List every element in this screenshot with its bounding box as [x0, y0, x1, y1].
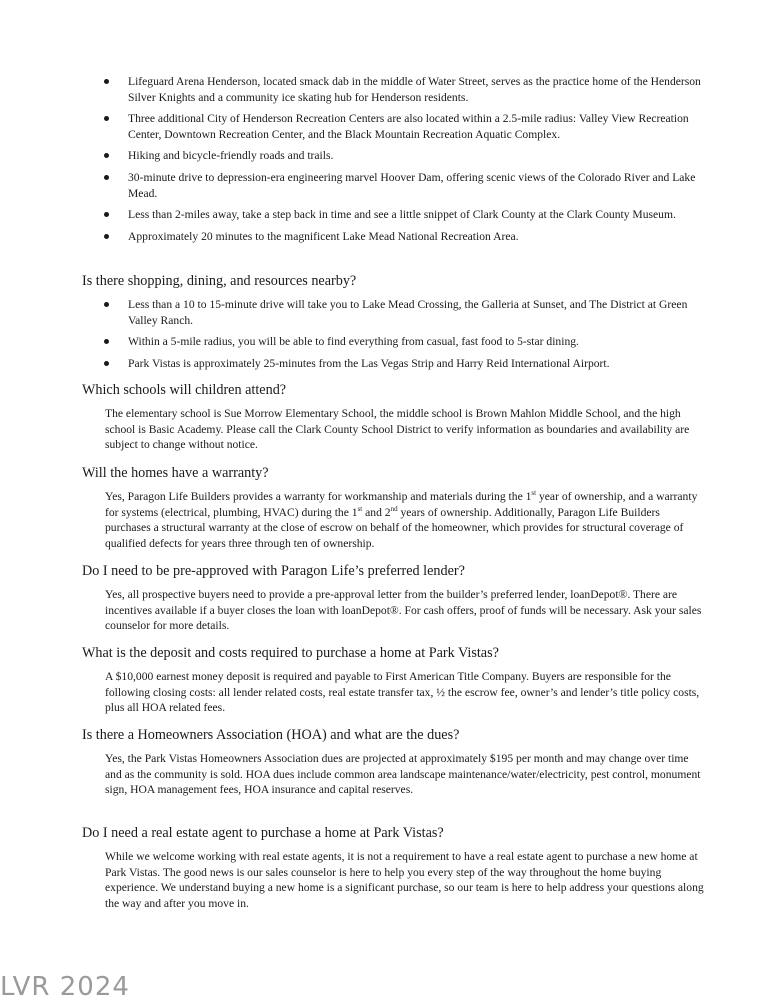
amenities-list-wrap	[82, 74, 779, 250]
amenities-list	[82, 74, 779, 244]
warranty-answer: Yes, Paragon Life Builders provides a warranty for workmanship and materials during the 1st year of ownership, and a warranty for systems (electrical, plumbing, HVAC) during the 1st and 2nd years of ownership. Additionally, Paragon Life Builders purchases a structural warranty at the close of escrow on behalf of the homeowner, which provides for structural coverage of qualified defects for years three through ten of ownership.	[105, 489, 698, 550]
bullet-icon	[104, 234, 109, 239]
bullet-icon	[104, 175, 109, 180]
preapproval-answer: Yes, all prospective buyers need to provide a pre-approval letter from the builder’s preferred lender, loanDepot®. There are incentives available if a buyer closes the loan with loanDepot®. For cash offers, proof of funds will be necessary. Ask your sales counselor for more details.	[105, 588, 702, 633]
bullet-icon	[104, 361, 109, 366]
shopping-question: Is there shopping, dining, and resources nearby?	[82, 273, 357, 289]
list-item: Park Vistas is approximately 25-minutes from the Las Vegas Strip and Harry Reid International Airport.	[82, 356, 779, 372]
list-item: Within a 5-mile radius, you will be able to find everything from casual, fast food to 5-star dining.	[82, 334, 779, 350]
preapproval-question: Do I need to be pre-approved with Paragon Life’s preferred lender?	[82, 563, 465, 579]
bullet-icon	[104, 79, 109, 84]
schools-question: Which schools will children attend?	[82, 382, 287, 398]
list-item: Lifeguard Arena Henderson, located smack dab in the middle of Water Street, serves as the practice home of the Henderson Silver Knights and a community ice skating hub for Henderson residents.	[82, 74, 779, 105]
warranty-question: Will the homes have a warranty?	[82, 465, 269, 481]
list-item: Approximately 20 minutes to the magnificent Lake Mead National Recreation Area.	[82, 229, 779, 245]
list-item: Three additional City of Henderson Recreation Centers are also located within a 2.5-mile radius: Valley View Recreation Center, Downtown Recreation Center, and the Black Mountain Recreation Aquatic Complex.	[82, 111, 779, 142]
shopping-list	[82, 297, 779, 371]
bullet-icon	[104, 116, 109, 121]
shopping-list-wrap	[82, 297, 779, 377]
list-item: 30-minute drive to depression-era engineering marvel Hoover Dam, offering scenic views of the Colorado River and Lake Mead.	[82, 170, 779, 201]
list-item: Less than 2-miles away, take a step back in time and see a little snippet of Clark County at the Clark County Museum.	[82, 207, 779, 223]
list-item: Less than a 10 to 15-minute drive will take you to Lake Mead Crossing, the Galleria at Sunset, and The District at Green Valley Ranch.	[82, 297, 779, 328]
bullet-icon	[104, 302, 109, 307]
bullet-icon	[104, 339, 109, 344]
schools-answer: The elementary school is Sue Morrow Elementary School, the middle school is Brown Mahlon Middle School, and the high school is Basic Academy. Please call the Clark County School District to verify information as boundaries and availability are subject to change without notice.	[105, 407, 690, 452]
hoa-answer: Yes, the Park Vistas Homeowners Association dues are projected at approximately $195 per month and may change over time and as the community is sold. HOA dues include common area landscape maintenance/water/electricity, pest control, monument sign, HOA management fees, HOA insurance and capital reserves.	[105, 752, 701, 797]
bullet-icon	[104, 153, 109, 158]
watermark: LVR 2024	[0, 972, 130, 1002]
agent-question: Do I need a real estate agent to purchase a home at Park Vistas?	[82, 825, 444, 841]
agent-answer: While we welcome working with real estate agents, it is not a requirement to have a real estate agent to purchase a new home at Park Vistas. The good news is our sales counselor is here to help you every step of the way throughout the home buying experience. We understand buying a new home is a significant purchase, so our team is here to help address your questions along the way and after you move in.	[105, 850, 704, 910]
deposit-answer: A $10,000 earnest money deposit is required and payable to First American Title Company. Buyers are responsible for the following closing costs: all lender related costs, real estate transfer tax, ½ the escrow fee, owner’s and lender’s title policy costs, plus all HOA related fees.	[105, 670, 700, 715]
hoa-question: Is there a Homeowners Association (HOA) and what are the dues?	[82, 727, 460, 743]
bullet-icon	[104, 212, 109, 217]
deposit-question: What is the deposit and costs required to purchase a home at Park Vistas?	[82, 645, 499, 661]
list-item: Hiking and bicycle-friendly roads and trails.	[82, 148, 779, 164]
